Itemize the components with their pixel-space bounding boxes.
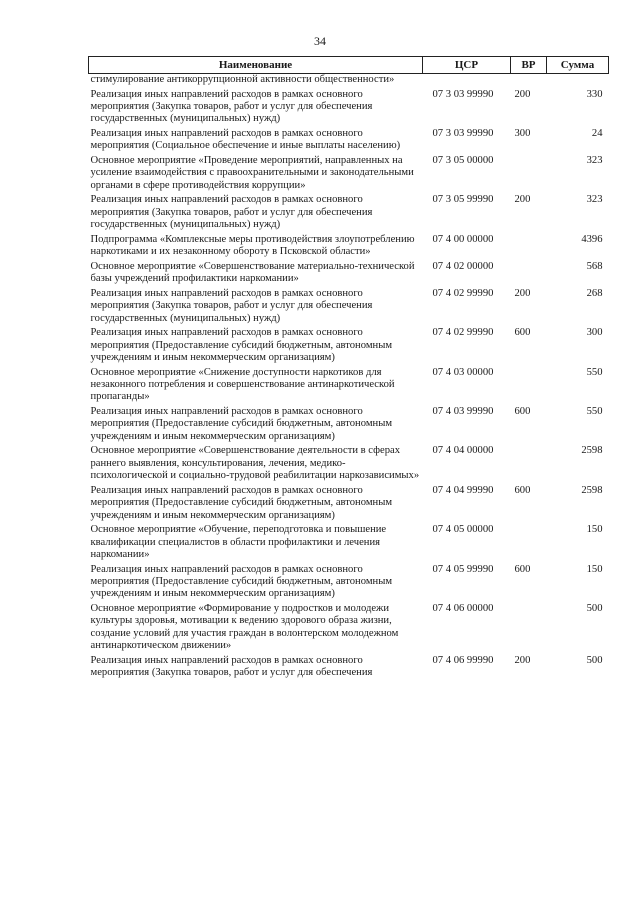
row-csr-cell: 07 4 06 00000 (432, 603, 494, 615)
row-vr-cell: 600 (514, 406, 531, 418)
header-sum: Сумма (547, 57, 609, 74)
budget-table (88, 56, 609, 682)
row-vr-cell: 600 (514, 327, 531, 339)
row-vr-cell: 200 (514, 654, 531, 666)
row-name-cell: Основное мероприятие «Снижение доступности наркотиков для незаконного потребления и совершенствование антинаркотической пропаганды» (90, 366, 395, 403)
header-vr: ВР (511, 57, 547, 74)
row-sum-cell: 24 (591, 128, 603, 139)
row-csr-cell: 07 3 03 99990 (432, 88, 494, 100)
row-name-cell: Реализация иных направлений расходов в рамках основного мероприятия (Закупка товаров, работ и услуг для обеспечения государственных (муниципальных) нужд) (90, 88, 373, 125)
row-vr-cell: 300 (514, 128, 531, 139)
row-vr-cell (511, 74, 547, 89)
row-name-cell: стимулирование антикоррупционной активности общественности» (90, 74, 395, 85)
row-vr-cell (511, 524, 547, 563)
row-csr-cell: 07 4 06 99990 (432, 654, 494, 666)
row-vr-cell: 200 (514, 194, 531, 206)
row-name-cell: Реализация иных направлений расходов в рамках основного мероприятия (Закупка товаров, работ и услуг для обеспечения (90, 654, 373, 679)
row-name-cell: Основное мероприятие «Совершенствование материально-технической базы учреждений профилактики наркомании» (90, 260, 415, 285)
row-sum-cell: 550 (586, 366, 603, 378)
row-name-cell: Основное мероприятие «Проведение мероприятий, направленных на усиление взаимодействия с правоохранительными и законодательными органами в сфере противодействия коррупции» (90, 155, 414, 191)
table-row (89, 524, 609, 563)
row-name-cell: Подпрограмма «Комплексные меры противодействия злоупотреблению наркотиками и их незаконному обороту в Псковской области» (90, 233, 415, 258)
row-csr-cell: 07 4 00 00000 (432, 233, 494, 245)
table-row (89, 89, 609, 128)
table-row (89, 655, 609, 682)
row-csr-cell: 07 3 03 99990 (432, 128, 494, 139)
row-vr-cell (511, 367, 547, 406)
row-vr-cell (511, 445, 547, 484)
row-csr-cell: 07 4 02 99990 (432, 287, 494, 299)
row-sum-cell: 500 (586, 603, 603, 615)
row-csr-cell: 07 4 04 00000 (432, 445, 494, 457)
header-csr: ЦСР (423, 57, 511, 74)
row-sum-cell: 550 (586, 406, 603, 418)
page-number: 34 (314, 34, 326, 48)
row-csr-cell: 07 4 05 00000 (432, 524, 494, 536)
table-row (89, 485, 609, 524)
row-csr-cell: 07 4 05 99990 (432, 563, 494, 575)
row-sum-cell: 300 (586, 327, 603, 339)
row-name-cell: Реализация иных направлений расходов в рамках основного мероприятия (Предоставление субсидий бюджетным, автономным учреждениям и иным некоммерческим организациям) (90, 327, 393, 364)
row-sum-cell: 2598 (581, 445, 603, 457)
table-body (89, 74, 609, 682)
row-csr-cell (423, 74, 511, 89)
row-csr-cell: 07 4 04 99990 (432, 484, 494, 496)
row-sum-cell: 2598 (581, 484, 603, 496)
table-row (89, 564, 609, 603)
table-row (89, 406, 609, 445)
row-sum-cell: 4396 (581, 233, 603, 245)
row-name-cell: Реализация иных направлений расходов в рамках основного мероприятия (Предоставление субсидий бюджетным, автономным учреждениям и иным некоммерческим организациям) (90, 563, 393, 600)
row-vr-cell: 200 (514, 287, 531, 299)
row-csr-cell: 07 4 02 99990 (432, 327, 494, 339)
row-sum-cell: 323 (586, 155, 603, 166)
row-vr-cell (511, 261, 547, 288)
row-vr-cell: 600 (514, 563, 531, 575)
row-name-cell: Реализация иных направлений расходов в рамках основного мероприятия (Закупка товаров, работ и услуг для обеспечения государственных (муниципальных) нужд) (90, 287, 373, 324)
table-row (89, 155, 609, 194)
row-name-cell: Реализация иных направлений расходов в рамках основного мероприятия (Предоставление субсидий бюджетным, автономным учреждениям и иным некоммерческим организациям) (90, 484, 393, 521)
row-vr-cell (511, 155, 547, 194)
row-sum-cell: 323 (586, 194, 603, 206)
header-name: Наименование (89, 57, 423, 74)
row-sum-cell (547, 74, 609, 89)
table-row (89, 128, 609, 155)
table-row (89, 367, 609, 406)
row-sum-cell: 330 (586, 88, 603, 100)
row-csr-cell: 07 3 05 99990 (432, 194, 494, 206)
table-row (89, 234, 609, 261)
table-row (89, 194, 609, 233)
row-name-cell: Реализация иных направлений расходов в рамках основного мероприятия (Предоставление субсидий бюджетным, автономным учреждениям и иным некоммерческим организациям) (90, 406, 393, 442)
row-sum-cell: 568 (586, 260, 603, 272)
row-csr-cell: 07 4 03 99990 (432, 406, 494, 418)
table-row (89, 261, 609, 288)
table-header-row (89, 57, 609, 74)
row-sum-cell: 500 (586, 654, 603, 666)
table-row (89, 445, 609, 484)
row-name-cell: Основное мероприятие «Формирование у подростков и молодежи культуры здоровья, мотивации к ведению здорового образа жизни, создание условий для участия граждан в волонтерском молодежном антинаркотическом движении» (90, 603, 399, 652)
table-row (89, 288, 609, 327)
row-csr-cell: 07 4 02 00000 (432, 260, 494, 272)
row-name-cell: Основное мероприятие «Обучение, переподготовка и повышение квалификации специалистов в области профилактики и лечения наркомании» (90, 524, 387, 561)
row-vr-cell (511, 234, 547, 261)
row-csr-cell: 07 3 05 00000 (432, 155, 494, 166)
row-sum-cell: 268 (586, 287, 603, 299)
row-vr-cell: 600 (514, 484, 531, 496)
row-csr-cell: 07 4 03 00000 (432, 366, 494, 378)
table-row (89, 327, 609, 366)
table-row (89, 74, 609, 89)
row-vr-cell (511, 603, 547, 655)
table-row (89, 603, 609, 655)
row-name-cell: Реализация иных направлений расходов в рамках основного мероприятия (Социальное обеспечение и иные выплаты населению) (90, 128, 401, 152)
row-vr-cell: 200 (514, 88, 531, 100)
row-sum-cell: 150 (586, 563, 603, 575)
row-name-cell: Основное мероприятие «Совершенствование деятельности в сферах раннего выявления, консультирования, лечения, медико-психологической и социально-трудовой реабилитации наркозависимых» (90, 445, 420, 482)
row-sum-cell: 150 (586, 524, 603, 536)
row-name-cell: Реализация иных направлений расходов в рамках основного мероприятия (Закупка товаров, работ и услуг для обеспечения государственных (муниципальных) нужд) (90, 194, 373, 231)
